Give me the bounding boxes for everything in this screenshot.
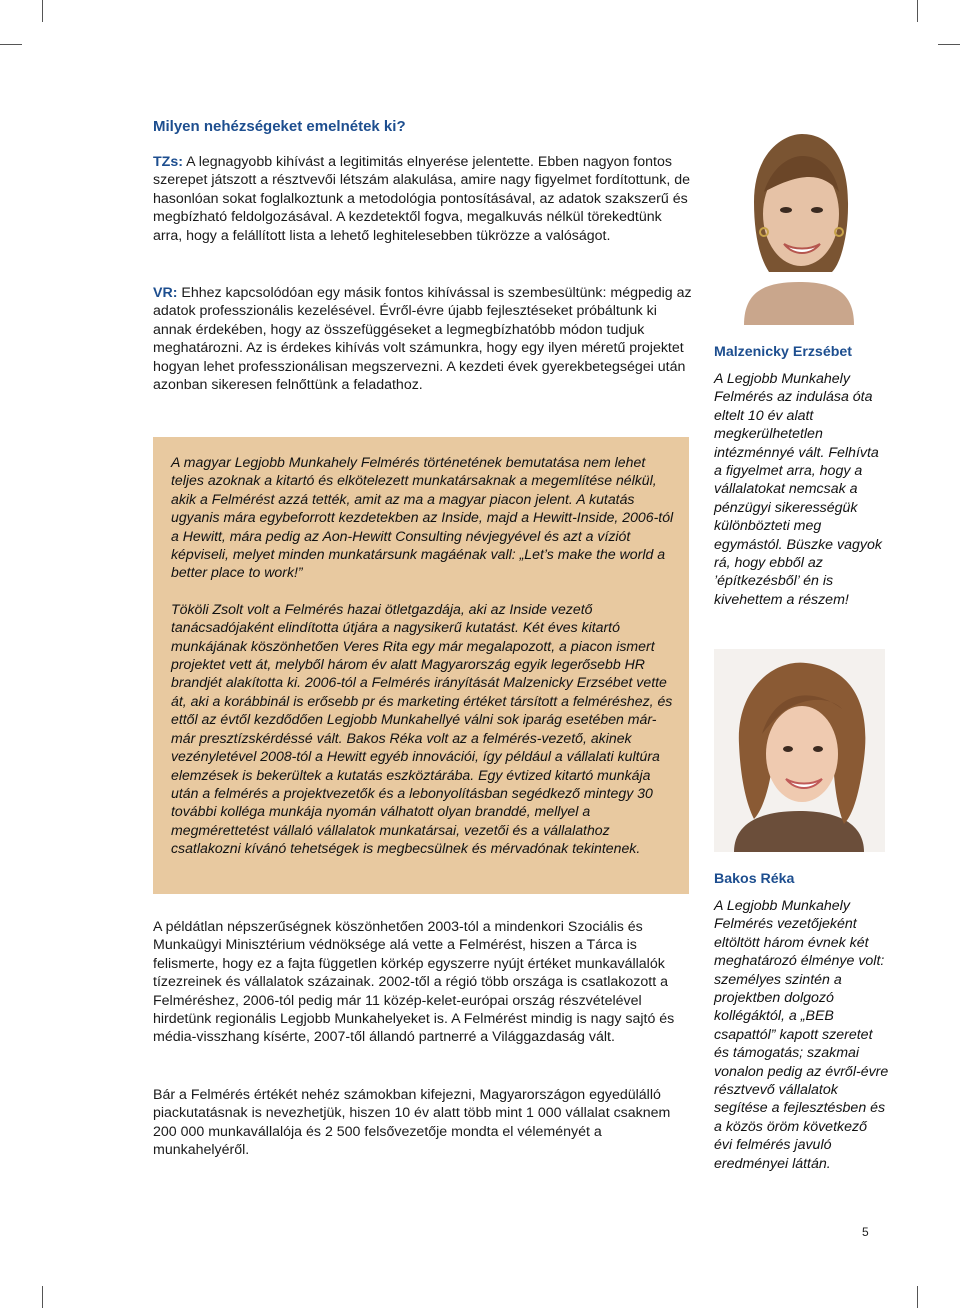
speaker-label: TZs: bbox=[153, 154, 183, 170]
portrait-illustration bbox=[714, 122, 885, 325]
portrait-photo-bakos bbox=[714, 649, 885, 852]
crop-mark bbox=[938, 44, 960, 45]
interview-text: Ehhez kapcsolódóan egy másik fontos kihívással is szembesültünk: mégpedig az adatok professzionális kezelésével. Évről-évre újabb fejlesztéseket próbáltunk ki annak érdekében, hogy az összefüggéseket a legmegbízhatóbb módon tudjuk meghatározni. Az is érdekes kihívás volt számunkra, hogy egy ilyen méretű projektet hogyan lehet professzionálisan megszervezni. A kezdeti évek gyerekbetegségei után azonban sikeresen felnőttünk a feladathoz. bbox=[153, 285, 692, 394]
crop-mark bbox=[0, 44, 22, 45]
crop-mark bbox=[917, 0, 918, 22]
page-number: 5 bbox=[862, 1225, 869, 1239]
sidebar-name-bakos: Bakos Réka bbox=[714, 871, 795, 887]
box-paragraph: Tököli Zsolt volt a Felmérés hazai ötletgazdája, aki az Inside vezető tanácsadójaként elindította útjára a nagysikerű kutatást. Két éves kitartó munkájának köszönhetően Veres Rita egy már megalapozott, a piacon ismert projektet vett át, melyből három év alatt Magyarország egyik legerősebb HR brandjét alakította ki. 2006-tól a Felmérés irányítását Malzenicky Erzsébet vette át, aki a korábbinál is erősebb pr és marketing értéket társított a felméréshez, és ettől az évtől kezdődően Legjobb Munkahellyé válni sok iparág esetében már-már presztízskérdéssé vált. Bakos Réka volt az a felmérés-vezető, akinek vezényletével 2008-tól a Hewitt egyéb innovációi, így például a vállalati kultúra elemzések is bekerültek a kutatás eszköztárába. Egy évtized kitartó munkája után a felmérés a projektvezetők és a lebonyolításban segédkező mintegy 30 további kolléga munkája nyomán válhatott olyan branddé, mellyel a megmérettetést vállaló vállalatok munkatársai, vezetői és a vállalathoz csatlakozni kívánó tehetségek is megbecsülnek és mérvadónak tekintenek. bbox=[171, 600, 673, 857]
crop-mark bbox=[42, 0, 43, 22]
portrait-photo-malzenicky bbox=[714, 122, 885, 325]
crop-mark bbox=[42, 1286, 43, 1308]
sidebar-name-malzenicky: Malzenicky Erzsébet bbox=[714, 344, 852, 360]
body-paragraph: A példátlan népszerűségnek köszönhetően 2003-tól a mindenkori Szociális és Munkaügyi Minisztérium védnöksége alá vette a Felmérést, hiszen a Tárca is felismerte, hogy ez a fajta független körkép egyszerre nyújt értéket munkavállalók tízezreinek és vállalatok százainak. 2002-től a régió több országa is csatlakozott a Felméréshez, 2006-tól pedig már 11 közép-kelet-európai ország részvételével hirdetünk regionális Legjobb Munkahelyeket is. A Felmérést mindig is nagy sajtó és média-visszhang kísérte, 2007-től állandó partnerré a Világgazdaság vált. bbox=[153, 919, 675, 1046]
interview-paragraph-tzs bbox=[153, 153, 693, 245]
sidebar-quote-bakos: A Legjobb Munkahely Felmérés vezetőjeként eltöltött három évnek két meghatározó élménye volt: személyes szintén a projektben dolgozó kollégáktól, a „BEB csapattól” kapott szeretet és támogatás; szakmai vonalon pedig az évről-évre résztvevő vállalatok segítése a fejlesztésben és a közös öröm következő évi felmérés javuló eredményei láttán. bbox=[714, 898, 889, 1172]
interview-text: A legnagyobb kihívást a legitimitás elnyerése jelentette. Ebben nagyon fontos szerepet játszott a résztvevői létszám alakulása, amire nagy figyelmet fordítottunk, de hasonlóan sokat foglalkoztunk a metodológia pontosításával, az adatok szakszerű és megbízható feldolgozásával. A kezdetektől fogva, megalkuvás nélkül törekedtünk arra, hogy a felállított lista a lehető leghitelesebben tükrözze a valóságot. bbox=[153, 154, 691, 244]
history-highlight-box bbox=[153, 437, 689, 894]
speaker-label: VR: bbox=[153, 285, 178, 301]
box-paragraph: A magyar Legjobb Munkahely Felmérés történetének bemutatása nem lehet teljes azoknak a kitartó és elkötelezett munkatársaknak a megemlítése nélkül, akik a Felmérést azzá tették, amit az ma a magyar piacon jelent. A kutatás ugyanis mára egybeforrott kezdetekben az Inside, majd a Hewitt-Inside, 2006-tól a Hewitt, mára pedig az Aon-Hewitt Consulting névjegyével és azt a víziót képviseli, melyet minden munkatársunk magáénak vall: „Let’s make the world a better place to work!” bbox=[171, 454, 674, 581]
section-heading: Milyen nehézségeket emelnétek ki? bbox=[153, 118, 406, 135]
interview-paragraph-vr bbox=[153, 284, 693, 394]
crop-mark bbox=[917, 1286, 918, 1308]
sidebar-quote-malzenicky: A Legjobb Munkahely Felmérés az indulása óta eltelt 10 év alatt megkerülhetetlen intézménnyé vált. Felhívta a figyelmet arra, hogy a vállalatokat nemcsak a pénzügyi sikerességük különbözteti meg egymástól. Büszke vagyok rá, hogy ebből az ’építkezésből’ én is kivehettem a részem! bbox=[714, 371, 882, 608]
body-paragraph: Bár a Felmérés értékét nehéz számokban kifejezni, Magyarországon egyedülálló piackutatásnak is nevezhetjük, hiszen 10 év alatt több mint 1 000 vállalat csaknem 200 000 munkavállalója és 2 500 felsővezetője mondta el véleményét a munkahelyéről. bbox=[153, 1087, 671, 1159]
portrait-illustration bbox=[714, 649, 885, 852]
